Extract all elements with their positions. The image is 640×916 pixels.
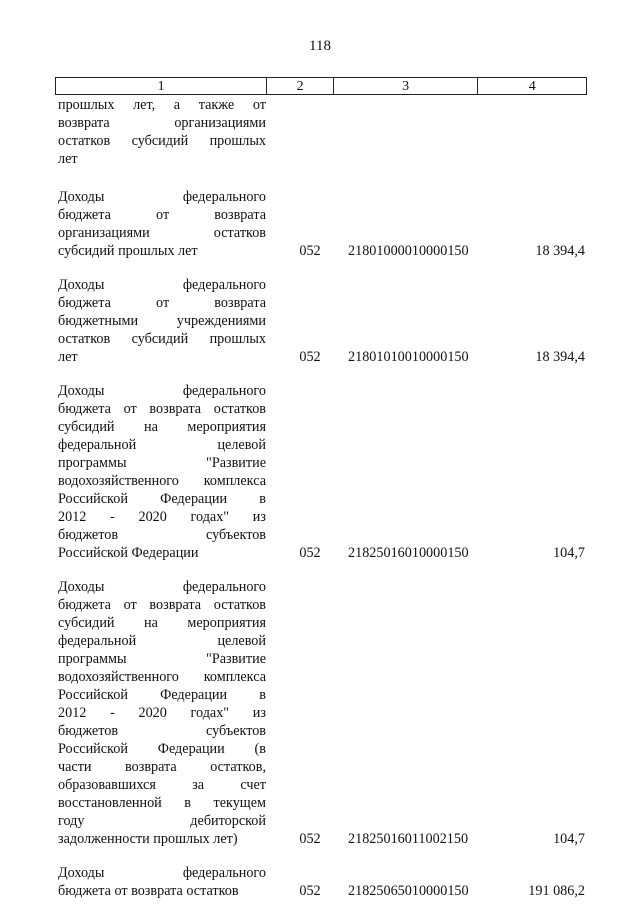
description-line: бюджета от возврата остатков	[58, 401, 266, 417]
description-line: бюджетными учреждениями	[58, 313, 266, 329]
row-description	[55, 96, 266, 168]
row-amount: 191 086,2	[528, 883, 585, 899]
description-line: бюджета от возврата остатков	[58, 597, 266, 613]
column-header-1: 1	[56, 78, 267, 94]
row-description	[55, 188, 266, 260]
description-line: организациями остатков	[58, 225, 266, 241]
description-line: субсидий на мероприятия	[58, 419, 266, 435]
description-line: остатков субсидий прошлых	[58, 331, 266, 347]
description-line: образовавшихся за счет	[58, 777, 266, 793]
description-line: задолженности прошлых лет)	[58, 831, 238, 847]
row-amount: 104,7	[553, 545, 585, 561]
description-line: бюджетов субъектов	[58, 723, 266, 739]
description-line: федеральной целевой	[58, 633, 266, 649]
row-description	[55, 578, 266, 848]
table-body	[55, 96, 587, 916]
description-line: Российской Федерации	[58, 545, 199, 561]
description-line: восстановленной в текущем	[58, 795, 266, 811]
row-amount: 104,7	[553, 831, 585, 847]
row-admin-code: 052	[299, 883, 321, 899]
table-header	[55, 77, 587, 95]
description-line: Доходы федерального	[58, 865, 266, 881]
row-description	[55, 864, 266, 900]
description-line: лет	[58, 349, 78, 365]
row-budget-code: 21801000010000150	[348, 243, 469, 259]
description-line: Доходы федерального	[58, 579, 266, 595]
description-line: субсидий прошлых лет	[58, 243, 198, 259]
table-row	[55, 578, 587, 848]
row-amount: 18 394,4	[535, 243, 585, 259]
row-admin-code: 052	[299, 243, 321, 259]
row-budget-code: 21825016010000150	[348, 545, 469, 561]
row-admin-code: 052	[299, 831, 321, 847]
table-row	[55, 382, 587, 562]
description-line: бюджета от возврата остатков	[58, 883, 239, 899]
description-line: бюджета от возврата	[58, 295, 266, 311]
description-line: году дебиторской	[58, 813, 266, 829]
table-row	[55, 864, 587, 900]
row-amount: 18 394,4	[535, 349, 585, 365]
description-line: федеральной целевой	[58, 437, 266, 453]
row-budget-code: 21825065010000150	[348, 883, 469, 899]
row-admin-code: 052	[299, 545, 321, 561]
description-line: субсидий на мероприятия	[58, 615, 266, 631]
table-row	[55, 188, 587, 260]
description-line: 2012 - 2020 годах" из	[58, 705, 266, 721]
page-number: 118	[309, 38, 331, 54]
description-line: бюджета от возврата	[58, 207, 266, 223]
row-budget-code: 21801010010000150	[348, 349, 469, 365]
description-line: остатков субсидий прошлых	[58, 133, 266, 149]
table-row	[55, 276, 587, 366]
table-row	[55, 96, 587, 168]
description-line: Доходы федерального	[58, 277, 266, 293]
description-line: возврата организациями	[58, 115, 266, 131]
row-admin-code: 052	[299, 349, 321, 365]
description-line: водохозяйственного комплекса	[58, 473, 266, 489]
description-line: Доходы федерального	[58, 189, 266, 205]
column-header-3: 3	[334, 78, 478, 94]
description-line: программы "Развитие	[58, 651, 266, 667]
description-line: водохозяйственного комплекса	[58, 669, 266, 685]
description-line: части возврата остатков,	[58, 759, 266, 775]
description-line: Российской Федерации в	[58, 491, 266, 507]
row-description	[55, 382, 266, 562]
description-line: 2012 - 2020 годах" из	[58, 509, 266, 525]
row-description	[55, 276, 266, 366]
description-line: бюджетов субъектов	[58, 527, 266, 543]
column-header-2: 2	[267, 78, 334, 94]
column-header-4: 4	[528, 79, 536, 94]
description-line: Российской Федерации в	[58, 687, 266, 703]
row-budget-code: 21825016011002150	[348, 831, 469, 847]
description-line: Российской Федерации (в	[58, 741, 266, 757]
description-line: лет	[58, 151, 78, 167]
description-line: программы "Развитие	[58, 455, 266, 471]
description-line: прошлых лет, а также от	[58, 97, 266, 113]
description-line: Доходы федерального	[58, 383, 266, 399]
